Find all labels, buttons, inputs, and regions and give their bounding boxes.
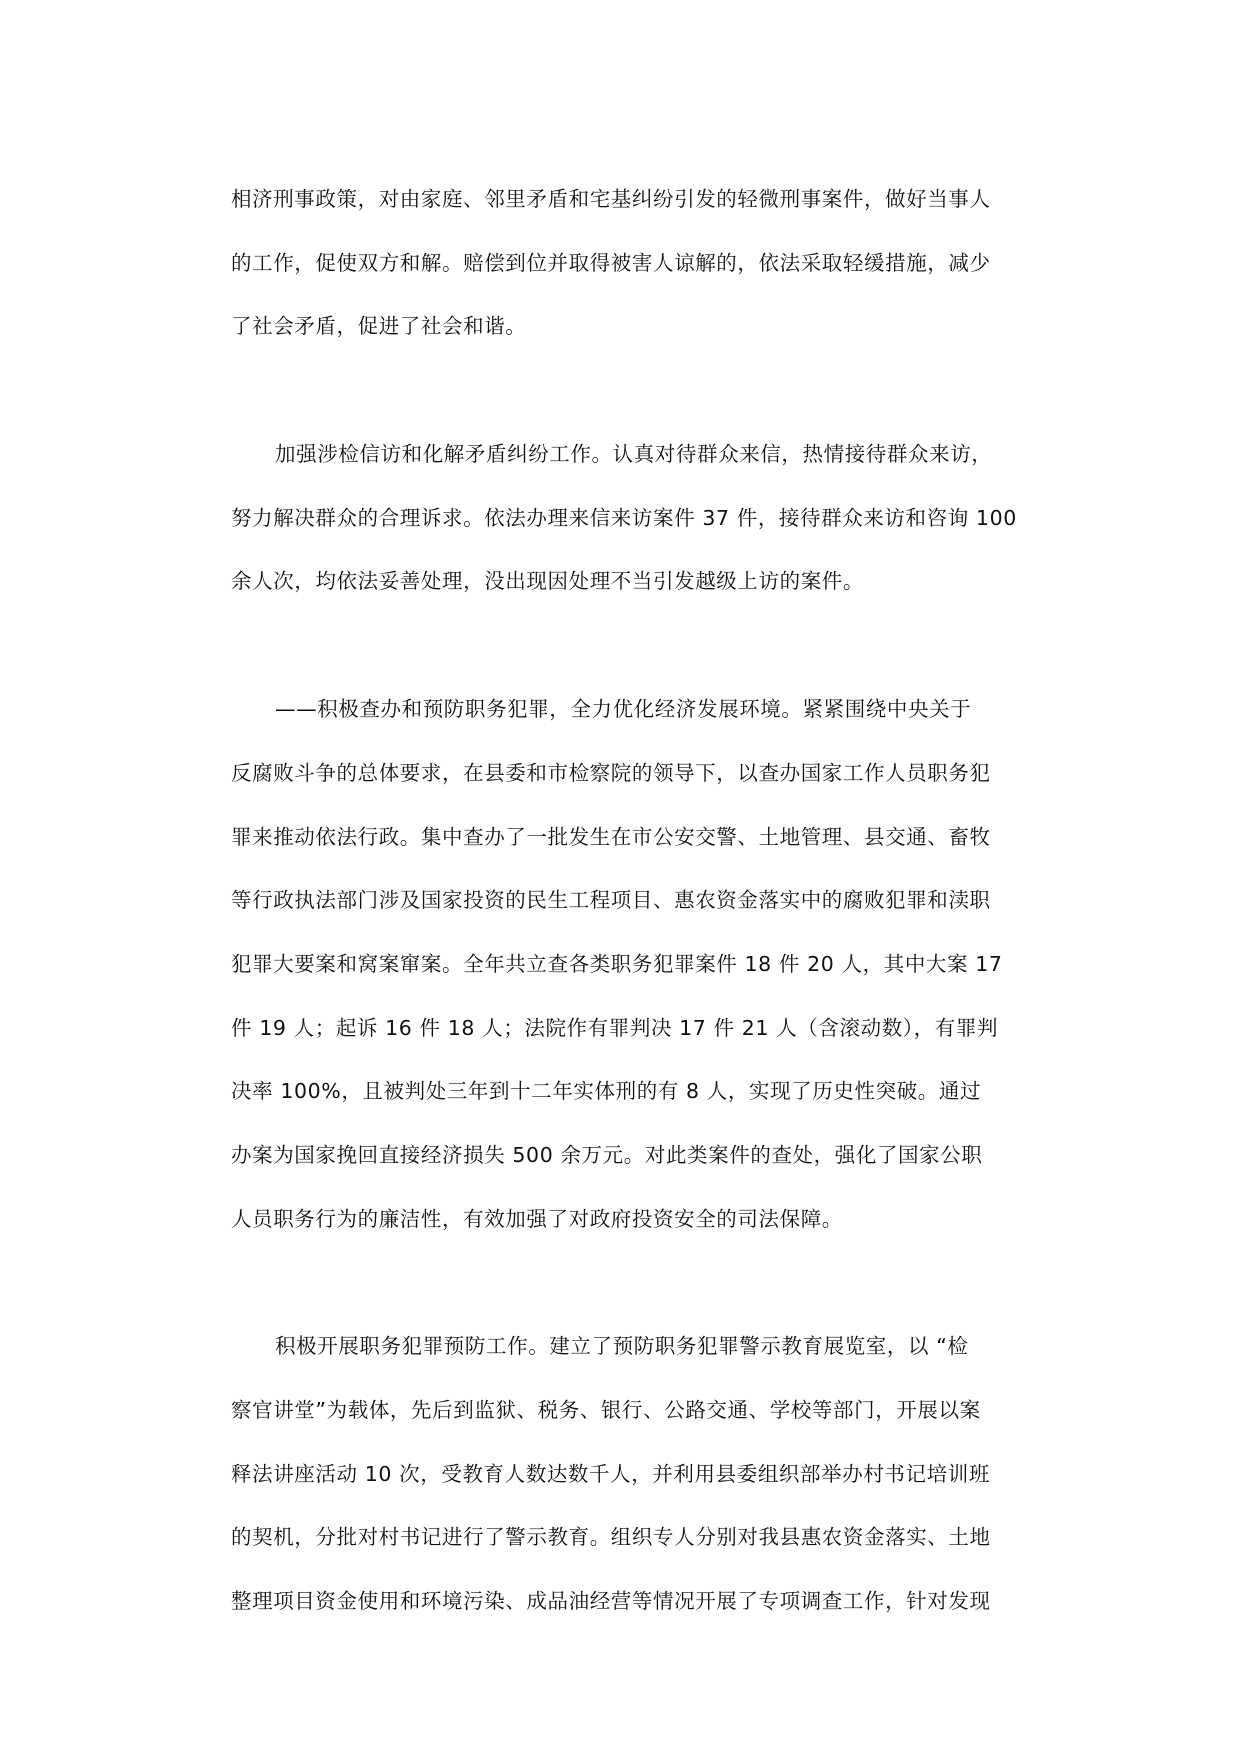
text-line: 的工作，促使双方和解。赔偿到位并取得被害人谅解的，依法采取轻缓措施，减少 (231, 250, 991, 275)
paragraph-2 (231, 423, 1017, 614)
paragraph-4 (231, 1315, 1013, 1633)
paragraph-gap (231, 614, 1013, 678)
body-text (231, 168, 1017, 1634)
text-line: 释法讲座活动 10 次，受教育人数达数千人，并利用县委组织部举办村书记培训班 (231, 1461, 990, 1486)
text-line: 反腐败斗争的总体要求，在县委和市检察院的领导下，以查办国家工作人员职务犯 (231, 760, 991, 785)
text-line: 决率 100%，且被判处三年到十二年实体刑的有 8 人，实现了历史性突破。通过 (231, 1079, 982, 1104)
text-line: 等行政执法部门涉及国家投资的民生工程项目、惠农资金落实中的腐败犯罪和渎职 (231, 888, 991, 913)
paragraph-gap (231, 1251, 1013, 1315)
text-line: 罪来推动依法行政。集中查办了一批发生在市公安交警、土地管理、县交通、畜牧 (231, 824, 991, 849)
text-line: 犯罪大要案和窝案窜案。全年共立查各类职务犯罪案件 18 件 20 人，其中大案 17 (231, 951, 1003, 976)
text-line: 整理项目资金使用和环境污染、成品油经营等情况开展了专项调查工作，针对发现 (231, 1589, 991, 1614)
text-line: 办案为国家挽回直接经济损失 500 余万元。对此类案件的查处，强化了国家公职 (231, 1142, 983, 1167)
text-line: 察官讲堂”为载体，先后到监狱、税务、银行、公路交通、学校等部门，开展以案 (231, 1398, 981, 1422)
text-line: 努力解决群众的合理诉求。依法办理来信来访案件 37 件，接待群众来访和咨询 100 (231, 505, 1017, 530)
text-line: 加强涉检信访和化解矛盾纠纷工作。认真对待群众来信，热情接待群众来访， (275, 442, 993, 467)
paragraph-gap (231, 359, 1013, 423)
paragraph-3 (231, 678, 1013, 1251)
text-line: 了社会矛盾，促进了社会和谐。 (231, 314, 527, 339)
text-line: 件 19 人；起诉 16 件 18 人；法院作有罪判决 17 件 21 人（含滚动数），有罪判 (231, 1015, 999, 1040)
text-line: 的契机，分批对村书记进行了警示教育。组织专人分别对我县惠农资金落实、土地 (231, 1525, 991, 1550)
text-line: 积极开展职务犯罪预防工作。建立了预防职务犯罪警示教育展览室，以 “检 (275, 1334, 969, 1359)
text-line: 相济刑事政策，对由家庭、邻里矛盾和宅基纠纷引发的轻微刑事案件，做好当事人 (231, 187, 991, 211)
text-line: 余人次，均依法妥善处理，没出现因处理不当引发越级上访的案件。 (231, 569, 864, 594)
text-line: ——积极查办和预防职务犯罪，全力优化经济发展环境。紧紧围绕中央关于 (275, 697, 972, 722)
paragraph-1 (231, 168, 1013, 359)
text-line: 人员职务行为的廉洁性，有效加强了对政府投资安全的司法保障。 (231, 1206, 843, 1231)
